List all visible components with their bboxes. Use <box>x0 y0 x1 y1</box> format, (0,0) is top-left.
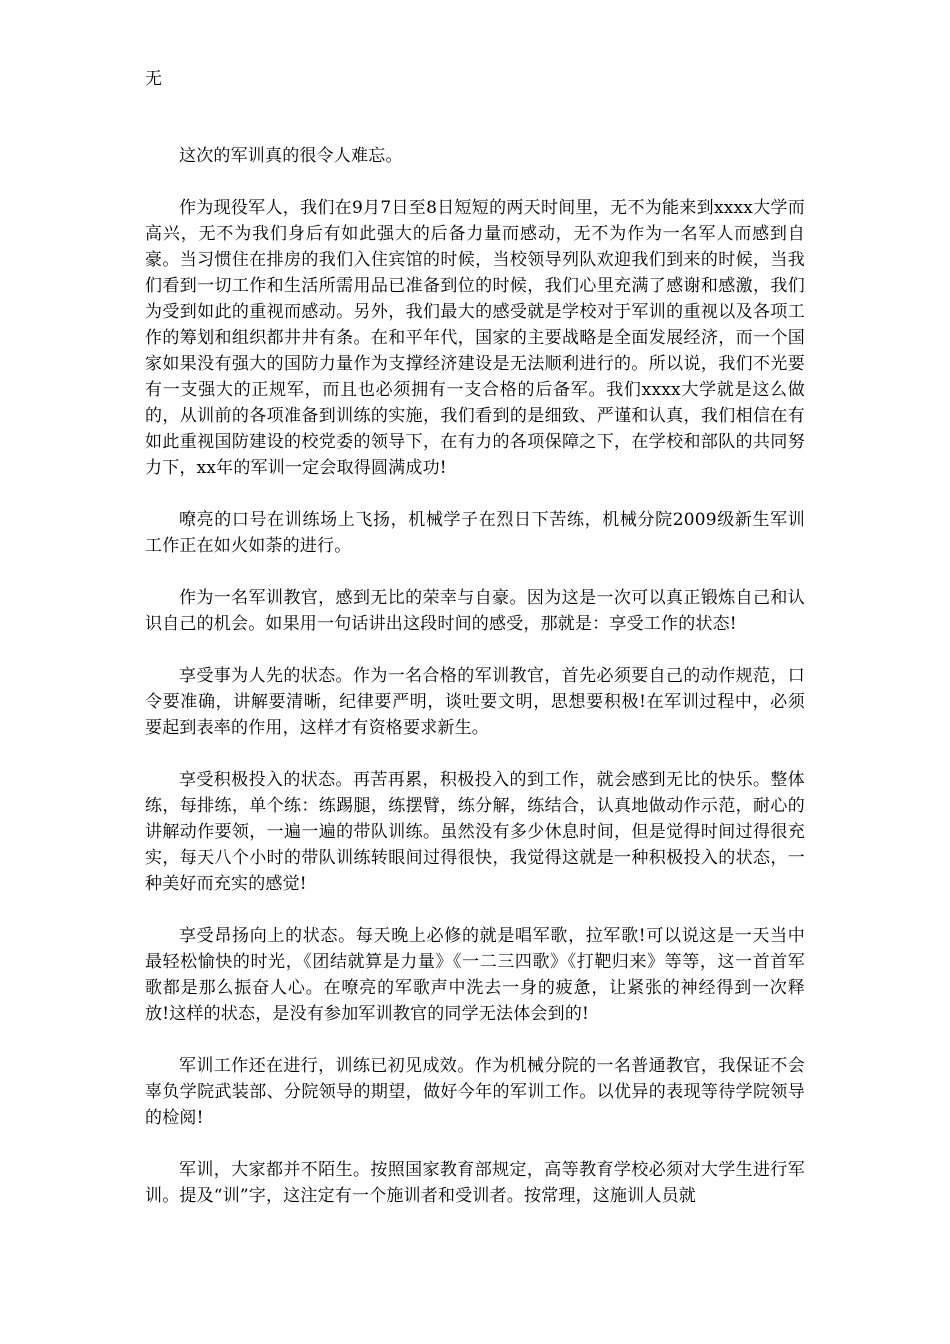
paragraph: 军训工作还在进行，训练已初见成效。作为机械分院的一名普通教官，我保证不会辜负学院武装部、分院领导的期望，做好今年的军训工作。以优异的表现等待学院领导的检阅! <box>145 1056 805 1128</box>
paragraph: 作为现役军人，我们在9月7日至8日短短的两天时间里，无不为能来到xxxx大学而高兴，无不为我们身后有如此强大的后备力量而感动，无不为作为一名军人而感到自豪。当习惯住在排房的我们入住宾馆的时候，当校领导列队欢迎我们到来的时候，当我们看到一切工作和生活所需用品已准备到位的时候，我们心里充满了感谢和感激，我们为受到如此的重视而感动。另外，我们最大的感受就是学校对于军训的重视以及各项工作的筹划和组织都井井有条。在和平年代，国家的主要战略是全面发展经济，而一个国家如果没有强大的国防力量作为支撑经济建设是无法顺利进行的。所以说，我们不光要有一支强大的正规军，而且也必须拥有一支合格的后备军。我们xxxx大学就是这么做的，从训前的各项准备到训练的实施，我们看到的是细致、严谨和认真，我们相信在有如此重视国防建设的校党委的领导下，在有力的各项保障之下，在学校和部队的共同努力下，xx年的军训一定会取得圆满成功! <box>145 198 805 478</box>
paragraph: 军训，大家都并不陌生。按照国家教育部规定，高等教育学校必须对大学生进行军训。提及“训”字，这注定有一个施训者和受训者。按常理，这施训人员就 <box>145 1160 805 1206</box>
paragraph: 这次的军训真的很令人难忘。 <box>179 146 403 166</box>
paragraph: 享受事为人先的状态。作为一名合格的军训教官，首先必须要自己的动作规范，口令要准确，讲解要清晰，纪律要严明，谈吐要文明，思想要积极!在军训过程中，必须要起到表率的作用，这样才有资格要求新生。 <box>145 666 805 738</box>
paragraph: 嘹亮的口号在训练场上飞扬，机械学子在烈日下苦练，机械分院2009级新生军训工作正在如火如荼的进行。 <box>145 510 805 556</box>
paragraph: 作为一名军训教官，感到无比的荣幸与自豪。因为这是一次可以真正锻炼自己和认识自己的机会。如果用一句话讲出这段时间的感受，那就是：享受工作的状态! <box>145 588 805 634</box>
paragraph: 享受积极投入的状态。再苦再累，积极投入的到工作，就会感到无比的快乐。整体练，每排练，单个练：练踢腿，练摆臂，练分解，练结合，认真地做动作示范，耐心的讲解动作要领，一遍一遍的带队训练。虽然没有多少休息时间，但是觉得时间过得很充实，每天八个小时的带队训练转眼间过得很快，我觉得这就是一种积极投入的状态，一种美好而充实的感觉! <box>145 770 805 894</box>
header-mark: 无 <box>145 69 162 89</box>
paragraph: 享受昂扬向上的状态。每天晚上必修的就是唱军歌，拉军歌!可以说这是一天当中最轻松愉快的时光，《团结就算是力量》《一二三四歌》《打靶归来》等等，这一首首军歌都是那么振奋人心。在嘹亮的军歌声中洗去一身的疲惫，让紧张的神经得到一次释放!这样的状态，是没有参加军训教官的同学无法体会到的! <box>145 926 805 1024</box>
document-body <box>145 143 805 1209</box>
